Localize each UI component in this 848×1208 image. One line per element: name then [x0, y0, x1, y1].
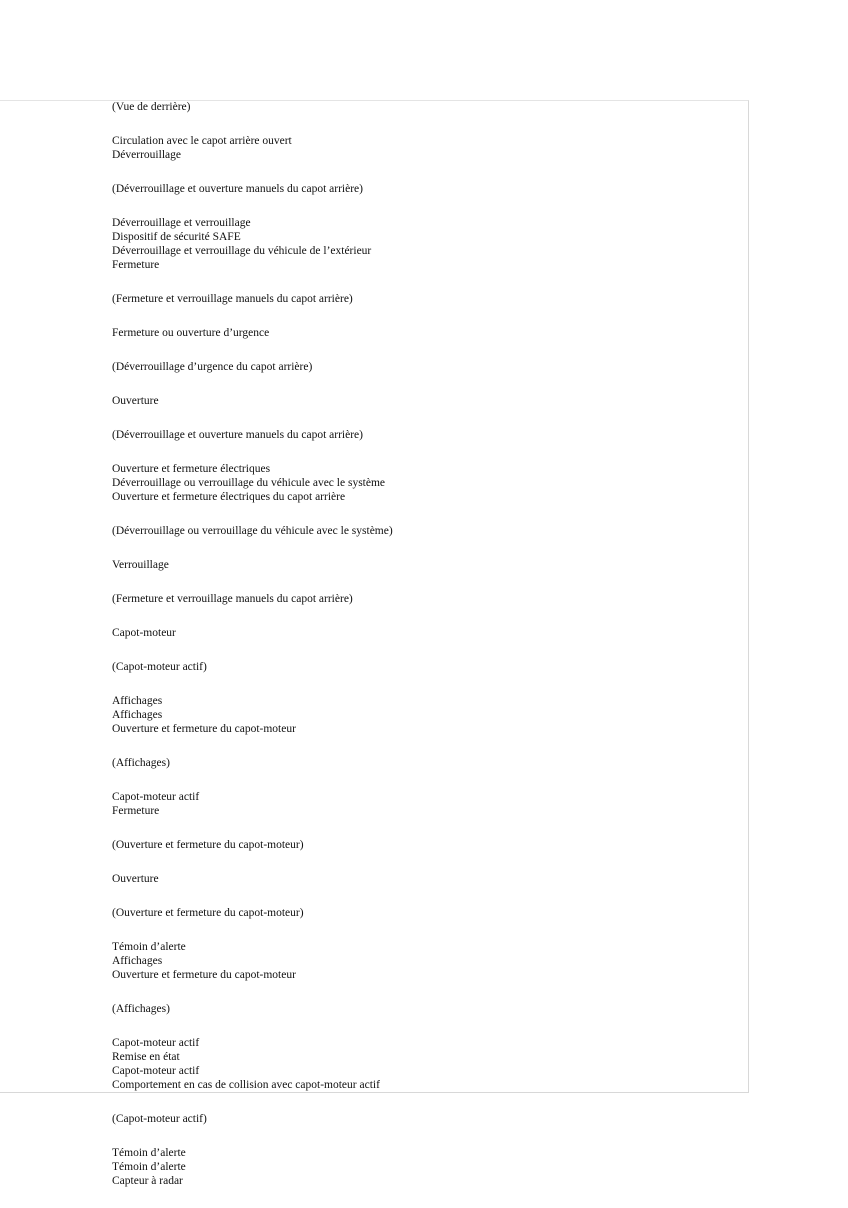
text-line: (Vue de derrière) — [112, 101, 191, 113]
text-line: (Affichages) — [112, 1003, 170, 1015]
text-line: Affichages — [112, 695, 163, 707]
text-block — [112, 326, 732, 340]
text-block — [112, 694, 732, 736]
text-line: Capot-moteur actif — [112, 1037, 200, 1049]
text-block — [112, 592, 732, 606]
text-block — [112, 462, 732, 504]
text-block — [112, 292, 732, 306]
text-line: Ouverture — [112, 873, 159, 885]
text-line: Déverrouillage ou verrouillage du véhicule avec le système — [112, 477, 386, 489]
text-line: Ouverture et fermeture du capot-moteur — [112, 969, 296, 981]
text-line: Circulation avec le capot arrière ouvert — [112, 135, 292, 147]
text-line: Témoin d’alerte — [112, 1147, 186, 1159]
text-line: (Déverrouillage et ouverture manuels du capot arrière) — [112, 429, 363, 441]
text-line: Ouverture et fermeture électriques — [112, 463, 271, 475]
text-line: Affichages — [112, 709, 163, 721]
text-line: Fermeture ou ouverture d’urgence — [112, 327, 270, 339]
text-block — [112, 940, 732, 982]
text-line: Déverrouillage — [112, 149, 181, 161]
text-block — [112, 1146, 732, 1188]
text-block — [112, 524, 732, 538]
text-block — [112, 626, 732, 640]
text-line: Ouverture — [112, 395, 159, 407]
text-line: Témoin d’alerte — [112, 941, 186, 953]
text-block — [112, 872, 732, 886]
text-line: (Ouverture et fermeture du capot-moteur) — [112, 907, 304, 919]
text-line: Témoin d’alerte — [112, 1161, 186, 1173]
text-line: Fermeture — [112, 805, 160, 817]
text-block — [112, 558, 732, 572]
text-line: (Déverrouillage ou verrouillage du véhicule avec le système) — [112, 525, 393, 537]
text-block — [112, 1112, 732, 1126]
text-line: Déverrouillage et verrouillage du véhicule de l’extérieur — [112, 245, 372, 257]
text-block — [112, 838, 732, 852]
text-line: Ouverture et fermeture électriques du capot arrière — [112, 491, 346, 503]
text-block — [112, 360, 732, 374]
text-block — [112, 756, 732, 770]
text-block — [112, 660, 732, 674]
text-block — [112, 1002, 732, 1016]
text-block — [112, 216, 732, 272]
text-line: Capteur à radar — [112, 1175, 183, 1187]
text-line: Ouverture et fermeture du capot-moteur — [112, 723, 296, 735]
text-line: Capot-moteur actif — [112, 791, 200, 803]
text-line: (Affichages) — [112, 757, 170, 769]
text-line: Remise en état — [112, 1051, 180, 1063]
text-line: Capot-moteur — [112, 627, 176, 639]
text-line: (Déverrouillage d’urgence du capot arrière) — [112, 361, 313, 373]
text-line: Fermeture — [112, 259, 160, 271]
text-block — [112, 394, 732, 408]
text-block — [112, 134, 732, 162]
text-line: (Déverrouillage et ouverture manuels du capot arrière) — [112, 183, 363, 195]
text-line: Déverrouillage et verrouillage — [112, 217, 251, 229]
text-line: Dispositif de sécurité SAFE — [112, 231, 241, 243]
text-block — [112, 906, 732, 920]
text-line: Verrouillage — [112, 559, 169, 571]
text-line: Capot-moteur actif — [112, 1065, 200, 1077]
text-line: (Fermeture et verrouillage manuels du capot arrière) — [112, 293, 353, 305]
text-line: Comportement en cas de collision avec capot-moteur actif — [112, 1079, 380, 1091]
text-block — [112, 182, 732, 196]
text-line: (Fermeture et verrouillage manuels du capot arrière) — [112, 593, 353, 605]
text-line: (Ouverture et fermeture du capot-moteur) — [112, 839, 304, 851]
text-block — [112, 1036, 732, 1092]
text-block — [112, 428, 732, 442]
text-block — [112, 100, 732, 114]
text-line: (Capot-moteur actif) — [112, 661, 207, 673]
text-block — [112, 790, 732, 818]
document-text — [112, 100, 732, 1208]
text-line: Affichages — [112, 955, 163, 967]
text-line: (Capot-moteur actif) — [112, 1113, 207, 1125]
